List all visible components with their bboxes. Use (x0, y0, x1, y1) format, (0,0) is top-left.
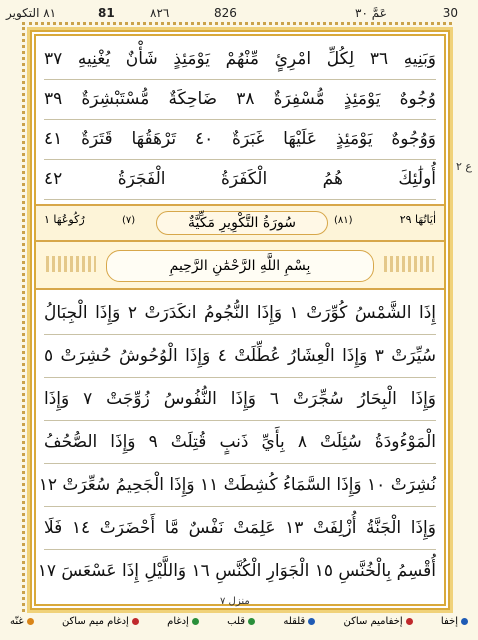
page-frame (30, 30, 450, 610)
verse-line: وَإِذَا الْجَنَّةُ أُزْلِفَتْ ١٣ عَلِمَتْ نَفْسٌ مَّا أَحْضَرَتْ ١٤ فَلَا (44, 507, 436, 550)
ornament-left (46, 256, 96, 272)
surah-name-header: ٨١ التكوير (6, 6, 57, 20)
page-number-arabic: ٨٢٦ (150, 6, 170, 20)
legend-dot-icon (461, 618, 468, 625)
verse-line: وَإِذَا الْبِحَارُ سُجِّرَتْ ٦ وَإِذَا النُّفُوسُ زُوِّجَتْ ٧ وَإِذَا (44, 378, 436, 421)
page-number: 826 (214, 6, 237, 20)
surah-number: 81 (98, 6, 115, 20)
legend-item: إدغام ميم ساكن (62, 616, 139, 627)
legend-item: قلب (227, 616, 255, 627)
top-verses (44, 40, 436, 200)
manzil-label: منزل ٧ (220, 596, 250, 607)
verse-line: وَوُجُوهٌ يَوْمَئِذٍ عَلَيْهَا غَبَرَةٌ ٤٠ تَرْهَقُهَا قَتَرَةٌ ٤١ (44, 120, 436, 160)
main-verses (37, 292, 437, 592)
legend-item: إدغام (167, 616, 199, 627)
verse-line: وُجُوهٌ يَوْمَئِذٍ مُّسْفِرَةٌ ٣٨ ضَاحِكَةٌ مُّسْتَبْشِرَةٌ ٣٩ (44, 80, 436, 120)
legend-dot-icon (132, 618, 139, 625)
verse-line: إِذَا الشَّمْسُ كُوِّرَتْ ١ وَإِذَا النُّجُومُ انكَدَرَتْ ٢ وَإِذَا الْجِبَالُ (44, 292, 436, 335)
verse-line: أُولَٰئِكَ هُمُ الْكَفَرَةُ الْفَجَرَةُ ٤٢ (44, 160, 436, 200)
legend-dot-icon (192, 618, 199, 625)
ornament-right (384, 256, 434, 272)
ruku-side-mark: ع ٢ (456, 160, 472, 173)
legend-dot-icon (406, 618, 413, 625)
surah-order: (٨١) (334, 215, 353, 226)
juz-number: 30 (442, 6, 458, 20)
verse-line: سُيِّرَتْ ٣ وَإِذَا الْعِشَارُ عُطِّلَتْ ٤ وَإِذَا الْوُحُوشُ حُشِرَتْ ٥ (44, 335, 436, 378)
bismillah-band (36, 242, 444, 290)
verse-line: نُشِرَتْ ١٠ وَإِذَا السَّمَاءُ كُشِطَتْ ١١ وَإِذَا الْجَحِيمُ سُعِّرَتْ ١٢ (44, 464, 436, 507)
verse-line: الْمَوْءُودَةُ سُئِلَتْ ٨ بِأَيِّ ذَنبٍ قُتِلَتْ ٩ وَإِذَا الصُّحُفُ (44, 421, 436, 464)
legend-item: قلقله (283, 616, 315, 627)
legend-dot-icon (308, 618, 315, 625)
footer (0, 596, 478, 636)
legend-dot-icon (248, 618, 255, 625)
verse-line: أُقْسِمُ بِالْخُنَّسِ ١٥ الْجَوَارِ الْكُنَّسِ ١٦ وَاللَّيْلِ إِذَا عَسْعَسَ ١٧ (37, 561, 436, 581)
legend-item: إخفاميم ساكن (344, 616, 413, 627)
ruku-count: رُكُوعُهَا ١ (44, 213, 85, 226)
surah-name: سُورَةُ التَّكْوِيرِ مَكِّيَّةٌ (156, 211, 328, 235)
ayat-count: اٰيَاتُهَا ٢٩ (399, 213, 436, 226)
legend-dot-icon (27, 618, 34, 625)
surah-title-band (36, 204, 444, 242)
bismillah: بِسْمِ اللَّهِ الرَّحْمَٰنِ الرَّحِيمِ (106, 250, 374, 282)
legend-item: غنّه (10, 616, 34, 627)
tajweed-legend (10, 616, 468, 627)
juz-name: عَمَّ ٣٠ (355, 6, 387, 20)
page-header (0, 2, 478, 24)
surah-number-badge: (٧) (122, 215, 136, 226)
verse-line: وَبَنِيهِ ٣٦ لِكُلِّ امْرِئٍ مِّنْهُمْ يَوْمَئِذٍ شَأْنٌ يُغْنِيهِ ٣٧ (44, 40, 436, 80)
legend-item: إخفا (441, 616, 468, 627)
